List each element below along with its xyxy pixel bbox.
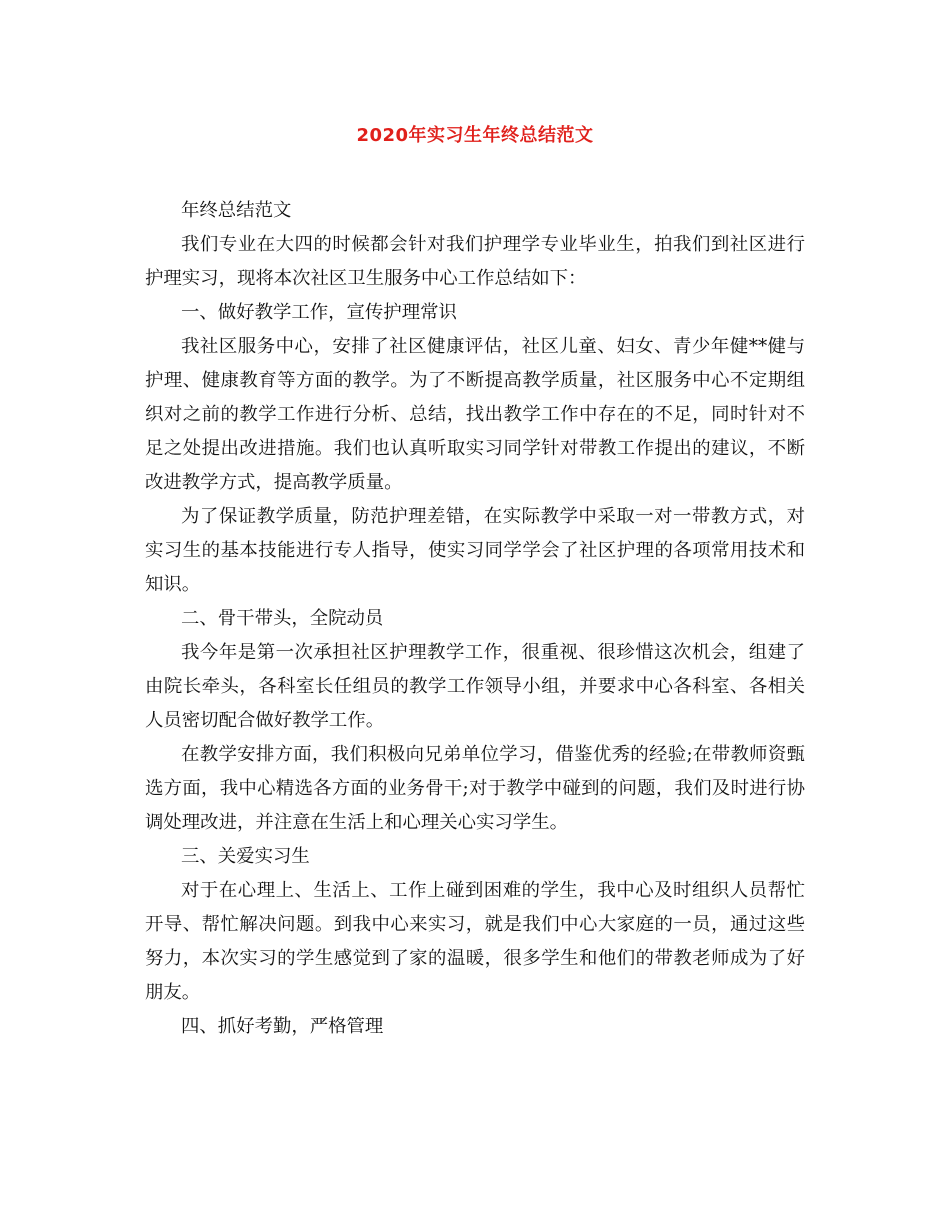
- body-paragraph: 我社区服务中心，安排了社区健康评估，社区儿童、妇女、青少年健**健与护理、健康教育等方面的教学。为了不断提高教学质量，社区服务中心不定期组织对之前的教学工作进行分析、总结，找出教学工作中存在的不足，同时针对不足之处提出改进措施。我们也认真听取实习同学针对带教工作提出的建议，不断改进教学方式，提高教学质量。: [145, 336, 805, 493]
- body-paragraph: 对于在心理上、生活上、工作上碰到困难的学生，我中心及时组织人员帮忙开导、帮忙解决问题。到我中心来实习，就是我们中心大家庭的一员，通过这些努力，本次实习的学生感觉到了家的温暖，很多学生和他们的带教老师成为了好朋友。: [145, 880, 805, 1003]
- body-paragraph: 为了保证教学质量，防范护理差错，在实际教学中采取一对一带教方式，对实习生的基本技能进行专人指导，使实习同学学会了社区护理的各项常用技术和知识。: [145, 506, 805, 595]
- section-heading-1: 一、做好教学工作，宣传护理常识: [181, 302, 457, 323]
- intro-paragraph: 我们专业在大四的时候都会针对我们护理学专业毕业生，拍我们到社区进行护理实习，现将本次社区卫生服务中心工作总结如下：: [145, 234, 805, 289]
- section-heading-3: 三、关爱实习生: [181, 846, 310, 867]
- document-title: 2020年实习生年终总结范文: [356, 125, 594, 146]
- subtitle-paragraph: 年终总结范文: [181, 200, 292, 221]
- body-paragraph: 我今年是第一次承担社区护理教学工作，很重视、很珍惜这次机会，组建了由院长牵头，各科室长任组员的教学工作领导小组，并要求中心各科室、各相关人员密切配合做好教学工作。: [145, 642, 805, 731]
- section-heading-2: 二、骨干带头，全院动员: [181, 608, 384, 629]
- document-body: [145, 194, 805, 1044]
- section-heading-4: 四、抓好考勤，严格管理: [181, 1016, 384, 1037]
- body-paragraph: 在教学安排方面，我们积极向兄弟单位学习，借鉴优秀的经验;在带教师资甄选方面，我中心精选各方面的业务骨干;对于教学中碰到的问题，我们及时进行协调处理改进，并注意在生活上和心理关心实习学生。: [145, 744, 805, 833]
